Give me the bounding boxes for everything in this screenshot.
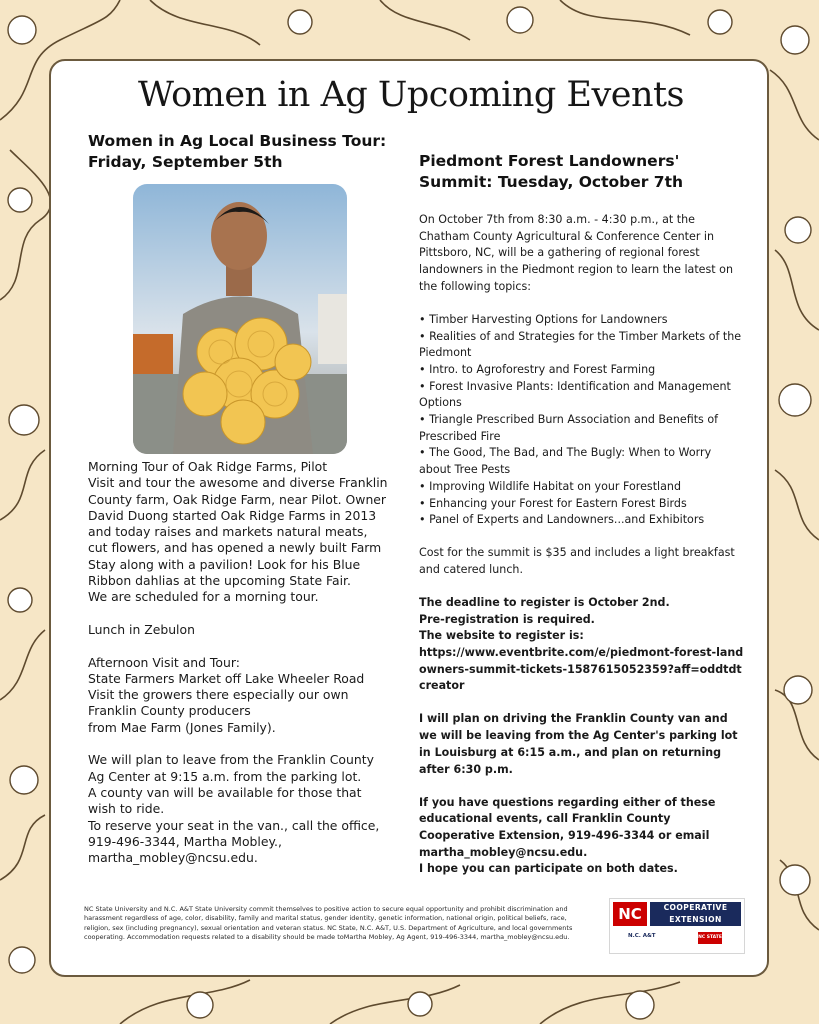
afternoon-location: State Farmers Market off Lake Wheeler Road [88,670,365,686]
left-heading: Women in Ag Local Business Tour: Friday, September 5th [88,132,387,171]
registration-link[interactable]: https://www.eventbrite.com/e/piedmont-forest-landowners-summit-tickets-1587615052359?aff=oddtdtcreator [419,646,744,693]
contact-email[interactable]: martha_mobley@ncsu.edu. [88,850,258,866]
lunch: Lunch in Zebulon [88,621,195,637]
closing-line: I hope you can participate on both dates. [419,862,678,876]
list-item: • Improving Wildlife Habitat on your Forestland [419,479,744,496]
summit-intro: On October 7th from 8:30 a.m. - 4:30 p.m., at the Chatham County Agricultural & Conference Center in Pittsboro, NC, will be a gathering of regional forest landowners in the Piedmont region to learn the latest on the following topics: [419,213,733,293]
logo-ncat: N.C. A&T [628,933,656,939]
right-heading: Piedmont Forest Landowners' Summit: Tuesday, October 7th [419,152,684,191]
afternoon-visit: Visit the growers there especially our own Franklin County producers [88,687,349,719]
reserve-info: To reserve your seat in the van., call the office, 919-496-3344, Martha Mobley., [88,817,380,849]
logo-ncstate: NC STATE [698,932,722,944]
van-info: A county van will be available for those that wish to ride. [88,784,362,817]
tour-schedule: We are scheduled for a morning tour. [88,589,319,605]
topic-list [419,312,744,529]
list-item: • Timber Harvesting Options for Landowners [419,312,744,329]
departure-info: We will plan to leave from the Franklin County Ag Center at 9:15 a.m. from the parking lot. [88,752,374,784]
left-body [88,459,388,866]
disclaimer: NC State University and N.C. A&T State University commit themselves to positive action to secure equal opportunity and prohibit discrimination and harassment regardless of age, color, disability, family and marital status, gender identity, genetic information, national origin, political beliefs, race, religion, sex (including pregnancy), sexual orientation and veteran status. NC State, N.C. A&T, U.S. Department of Agriculture, and local governments cooperating. Accommodation requests related to a disability should be made toMartha Mobley, Ag Agent, 919-496-3344, martha_mobley@ncsu.edu. [84,904,573,941]
nc-cooperative-extension-logo [609,898,745,954]
tour-description: Visit and tour the awesome and diverse Franklin County farm, Oak Ridge Farm, near Pilot. Owner David Duong started Oak Ridge Farms in 2013 and today raises and markets natural meats, cut flowers, and has opened a newly built Farm Stay along with a pavilion! Look for his Blue Ribbon dahlias at the upcoming State Fair. [88,475,388,589]
logo-cooperative-extension [650,902,741,926]
website-label: The website to register is: [419,629,584,643]
list-item: • Realities of and Strategies for the Timber Markets of the Piedmont [419,329,744,362]
preregistration: Pre-registration is required. [419,612,595,626]
farmer-photo [133,184,347,454]
left-column [88,131,388,866]
summit-cost: Cost for the summit is $35 and includes a light breakfast and catered lunch. [419,546,735,576]
page-title: Women in Ag Upcoming Events [137,75,685,115]
afternoon-farm: from Mae Farm (Jones Family). [88,719,276,735]
list-item: • Forest Invasive Plants: Identification and Management Options [419,379,744,412]
flyer-card [49,59,769,977]
list-item: • The Good, The Bad, and The Bugly: When to Worry about Tree Pests [419,445,744,478]
list-item: • Triangle Prescribed Burn Association and Benefits of Prescribed Fire [419,412,744,445]
right-body [419,212,744,878]
questions-contact: If you have questions regarding either of these educational events, call Franklin County Cooperative Extension, 919-496-3344 or email martha_mobley@ncsu.edu. [419,795,716,859]
deadline: The deadline to register is October 2nd. [419,595,670,609]
list-item: • Enhancing your Forest for Eastern Forest Birds [419,496,744,513]
right-column [419,151,744,878]
logo-line-2: EXTENSION [669,915,722,924]
logo-nc: NC [613,902,647,926]
tour-title: Morning Tour of Oak Ridge Farms, Pilot [88,459,328,474]
list-item: • Panel of Experts and Landowners...and Exhibitors [419,512,744,529]
list-item: • Intro. to Agroforestry and Forest Farming [419,362,744,379]
van-travel: I will plan on driving the Franklin County van and we will be leaving from the Ag Center's parking lot in Louisburg at 6:15 a.m., and plan on returning after 6:30 p.m. [419,712,738,776]
afternoon-title: Afternoon Visit and Tour: [88,654,240,670]
logo-line-1: COOPERATIVE [663,903,728,912]
